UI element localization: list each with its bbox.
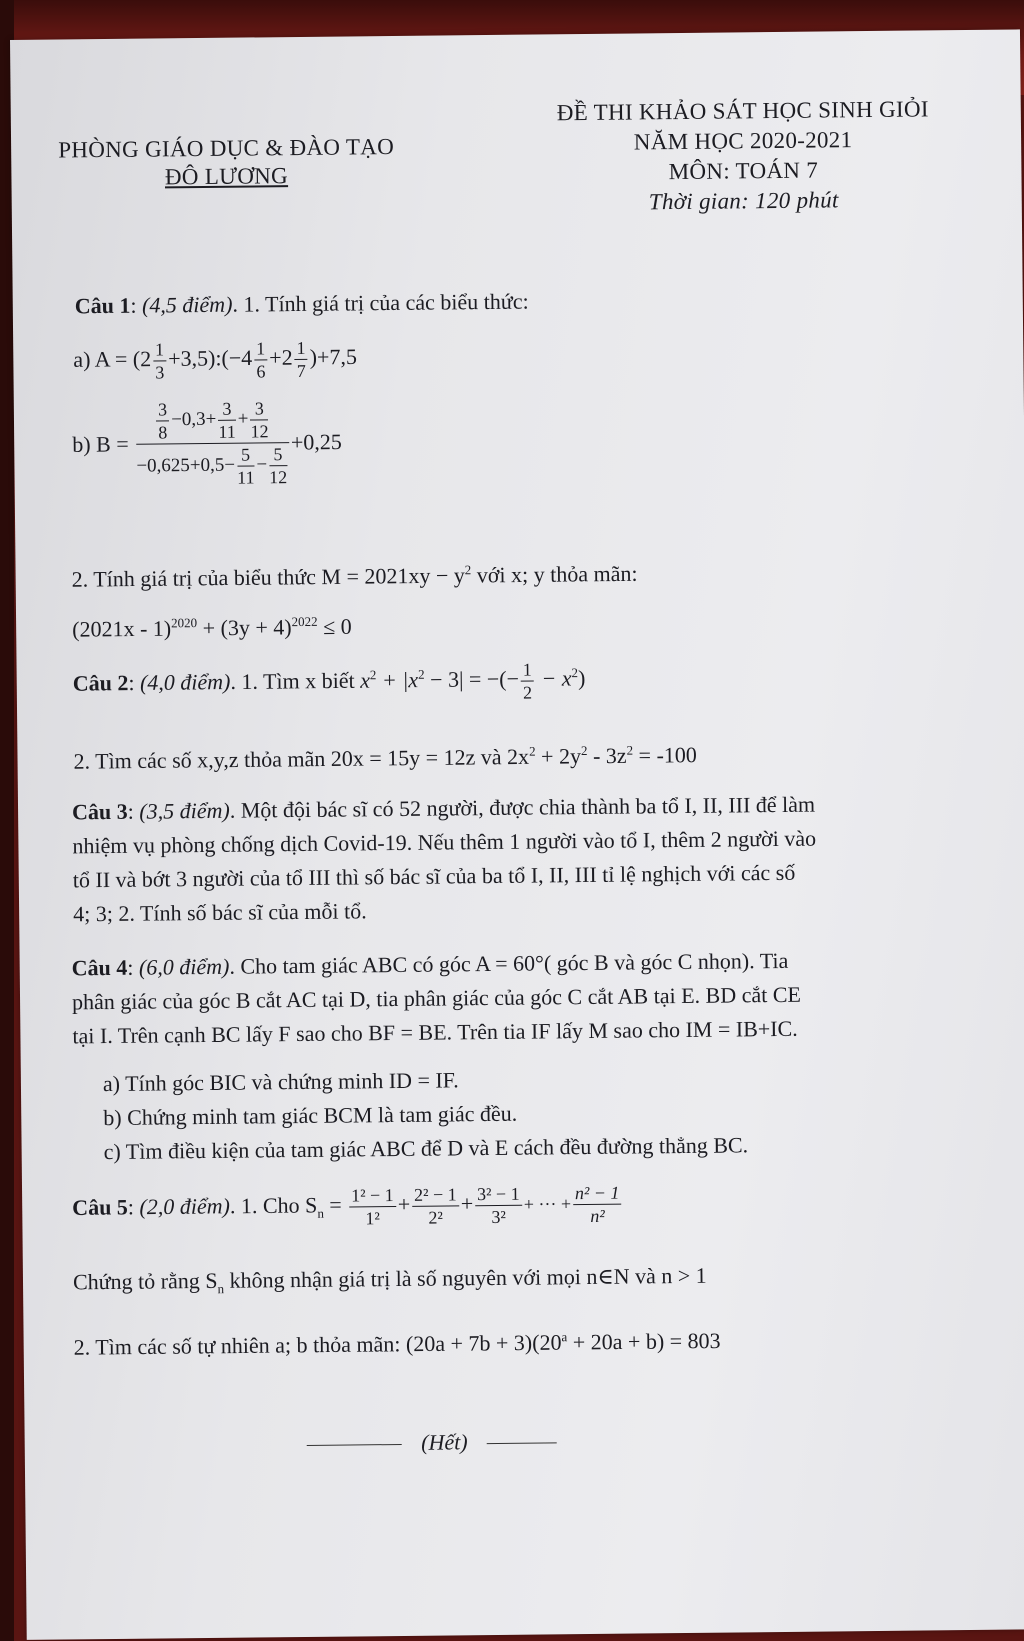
fraction-denominator: 12	[269, 467, 288, 488]
expr-b-suffix: +0,25	[290, 429, 342, 455]
fraction-numerator: 2² − 1	[412, 1183, 459, 1206]
exam-title: ĐỀ THI KHẢO SÁT HỌC SINH GIỎI	[556, 96, 929, 126]
question-5-label: Câu 5	[72, 1194, 128, 1220]
fraction-numerator: 3	[250, 397, 268, 420]
fraction-numerator: 1	[294, 337, 307, 360]
fraction-denominator: 8	[158, 422, 168, 443]
q1-part2-tail: với x; y thỏa mãn:	[471, 560, 638, 588]
question-4-line-1: Câu 4: (6,0 điểm). Cho tam giác ABC có góc A = 60°( góc B và góc C nhọn). Tia	[71, 947, 789, 981]
question-2-label: Câu 2	[72, 670, 129, 696]
expr-a-suffix: )+7,5	[309, 343, 358, 370]
question-3-points: (3,5 điểm)	[139, 797, 230, 824]
question-3	[72, 788, 817, 932]
expr-a-mid: +3,5):(−4	[168, 345, 253, 371]
expr-text: = -100	[632, 742, 697, 768]
district-name: ĐÔ LƯƠNG	[164, 163, 289, 190]
fraction-numerator: 1	[521, 658, 534, 681]
expr-text: 2. Tìm các số x,y,z thỏa mãn 20x = 15y = 12z và 2x	[73, 743, 530, 774]
fraction-denominator: 1²	[365, 1208, 380, 1229]
question-1b-expression	[72, 397, 343, 491]
question-4-label: Câu 4	[71, 954, 128, 981]
question-4-points: (6,0 điểm)	[138, 953, 230, 980]
fraction-denominator: n²	[590, 1205, 605, 1226]
question-5-heading: Câu 5: (2,0 điểm). 1. Cho $S_n$ = $\frac{\text{1² − 1}}{\text{1²}}$ + $\frac{\text{2² − 1}}{\text{2²}}$ + $\frac{\text{3² − 1}}{\text{3²}}$ + ··· + $\frac{\text{n² − 1}}{\text{n²}}$	[72, 1182, 624, 1234]
fraction-denominator: 7	[296, 360, 306, 382]
school-year: NĂM HỌC 2020-2021	[633, 127, 853, 155]
question-1-intro: . 1. Tính giá trị của các biểu thức:	[232, 288, 529, 317]
expr-text: −	[256, 454, 268, 476]
question-1-heading: Câu 1: (4,5 điểm). 1. Tính giá trị của các biểu thức:	[74, 288, 529, 319]
expr-text: + 2y	[535, 743, 582, 769]
exponent: 2	[580, 742, 588, 759]
question-2-intro: . 1. Tìm x biết	[230, 667, 361, 695]
divider	[487, 1443, 557, 1445]
question-3-line-3: tổ II và bớt 3 người của tổ III thì số bác sĩ của ba tổ I, II, III tỉ lệ nghịch với các số	[72, 859, 796, 893]
exam-time: Thời gian: 120 phút	[648, 187, 839, 215]
expr-b-numerator	[136, 397, 289, 445]
question-1-part2-condition	[72, 604, 352, 646]
exponent: 2	[369, 667, 377, 683]
expr-text: - 3z	[587, 742, 627, 769]
question-5-intro: . 1. Cho S	[229, 1192, 318, 1219]
question-4-part-c: c) Tìm điều kiện của tam giác ABC để D và E cách đều đường thẳng BC.	[103, 1132, 749, 1165]
fraction-numerator: n² − 1	[573, 1182, 622, 1206]
fraction-numerator: 3² − 1	[475, 1183, 522, 1206]
expr-b-prefix: b) B =	[72, 431, 129, 457]
subject: MÔN: TOÁN 7	[668, 157, 819, 185]
expr-text: )	[577, 665, 586, 691]
expr-text: ≤ 0	[317, 613, 352, 640]
department-name: PHÒNG GIÁO DỤC & ĐÀO TẠO	[58, 133, 395, 163]
expr-text: 2. Tìm các số tự nhiên a; b thỏa mãn: (20a + 7b + 3)(20	[73, 1329, 562, 1360]
expr-text: Chứng tỏ rằng S	[72, 1267, 218, 1295]
fraction-numerator: 5	[269, 443, 287, 466]
exam-info-block	[523, 96, 964, 217]
expr-text: + (3y + 4)	[197, 614, 292, 641]
expr-text: − x	[535, 665, 572, 691]
exponent: 2	[571, 665, 579, 681]
expr-text: + |x	[376, 667, 419, 693]
question-4-part-b: b) Chứng minh tam giác BCM là tam giác đều.	[103, 1100, 518, 1131]
question-1a-expression	[73, 336, 357, 384]
expr-text: + ··· +	[523, 1193, 572, 1215]
question-3-line-2: nhiệm vụ phòng chống dịch Covid-19. Nếu thêm 1 người vào tổ I, thêm 2 người vào	[72, 825, 817, 859]
fraction-denominator: 6	[256, 361, 266, 382]
expr-text: (2021x - 1)	[72, 615, 172, 642]
q1-part2-text: 2. Tính giá trị của biểu thức M = 2021xy − y	[71, 562, 465, 592]
end-text: (Hết)	[421, 1429, 468, 1455]
fraction-numerator: 1	[153, 338, 166, 361]
expr-a-prefix: a) A = (2	[73, 346, 152, 372]
exponent: 2	[417, 666, 425, 682]
question-4-line-3: tại I. Trên cạnh BC lấy F sao cho BF = BE. Trên tia IF lấy M sao cho IM = IB+IC.	[72, 1015, 798, 1049]
expr-text: không nhận giá trị là số nguyên với mọi n∈N và n > 1	[223, 1262, 707, 1293]
question-3-label: Câu 3	[71, 798, 128, 825]
department-block	[51, 134, 402, 192]
fraction-denominator: 2	[522, 682, 533, 703]
question-2-heading: Câu 2: (4,0 điểm). 1. Tìm x biết $x^2 + |x^2 - 3|$ = −(− $\frac{1}{2}$ − $x^2$)	[72, 659, 586, 703]
exponent: 2022	[291, 613, 318, 630]
question-5-line-2	[73, 1259, 707, 1308]
expr-text: −0,625+0,5−	[136, 454, 236, 477]
subscript: n	[217, 1281, 225, 1297]
question-1-part2	[71, 551, 637, 596]
question-2-part2	[73, 733, 697, 779]
end-marker	[307, 1424, 558, 1461]
question-1-points: (4,5 điểm)	[141, 291, 233, 318]
fraction-denominator: 11	[237, 467, 255, 488]
expr-text: =	[323, 1192, 348, 1218]
fraction-denominator: 12	[250, 421, 269, 442]
expr-text: + 20a + b) = 803	[567, 1327, 721, 1355]
fraction-denominator: 11	[218, 421, 236, 442]
question-5-points: (2,0 điểm)	[139, 1193, 231, 1220]
text-line: . Một đội bác sĩ có 52 người, được chia thành ba tổ I, II, III để làm	[229, 791, 816, 823]
fraction-numerator: 3	[218, 398, 236, 421]
question-2-points: (4,0 điểm)	[139, 669, 231, 696]
question-4-part-a: a) Tính góc BIC và chứng minh ID = IF.	[102, 1067, 459, 1097]
question-4	[72, 944, 802, 1054]
fraction-numerator: 5	[237, 443, 255, 466]
fraction-numerator: 1	[254, 337, 267, 360]
fraction-denominator: 2²	[428, 1207, 443, 1228]
question-1-label: Câu 1	[74, 292, 131, 319]
expr-text: x	[360, 667, 371, 693]
exponent: a	[561, 1329, 568, 1345]
question-5-part2	[73, 1319, 720, 1365]
subscript: n	[317, 1205, 324, 1221]
divider	[307, 1444, 402, 1446]
fraction-denominator: 3²	[491, 1206, 506, 1228]
fraction-numerator: 1² − 1	[349, 1184, 396, 1207]
exponent: 2020	[171, 615, 198, 631]
exponent: 2	[528, 743, 536, 759]
question-3-line-4: 4; 3; 2. Tính số bác sĩ của mỗi tổ.	[73, 898, 367, 927]
exponent: 2	[626, 742, 634, 758]
fraction-denominator: 3	[155, 362, 165, 383]
expr-text: −0,3+	[171, 408, 217, 431]
question-4-parts	[103, 1060, 749, 1169]
text-line: . Cho tam giác ABC có góc A = 60°( góc B và góc C nhọn). Tia	[229, 947, 789, 979]
expr-text: − 3| = −(−	[424, 666, 520, 693]
question-3-line-1: Câu 3: (3,5 điểm). Một đội bác sĩ có 52 người, được chia thành ba tổ I, II, III để làm	[71, 791, 816, 825]
exponent: 2	[464, 562, 472, 578]
expr-a-mid: +2	[269, 344, 293, 370]
exam-paper	[10, 29, 1024, 1639]
question-4-line-2: phân giác của góc B cắt AC tại D, tia phân giác của góc C cắt AB tại E. BD cắt CE	[71, 981, 802, 1015]
expr-text: +	[237, 408, 249, 430]
expr-b-main-fraction	[136, 397, 290, 490]
fraction-numerator: 3	[156, 398, 169, 421]
expr-b-denominator	[136, 443, 289, 490]
